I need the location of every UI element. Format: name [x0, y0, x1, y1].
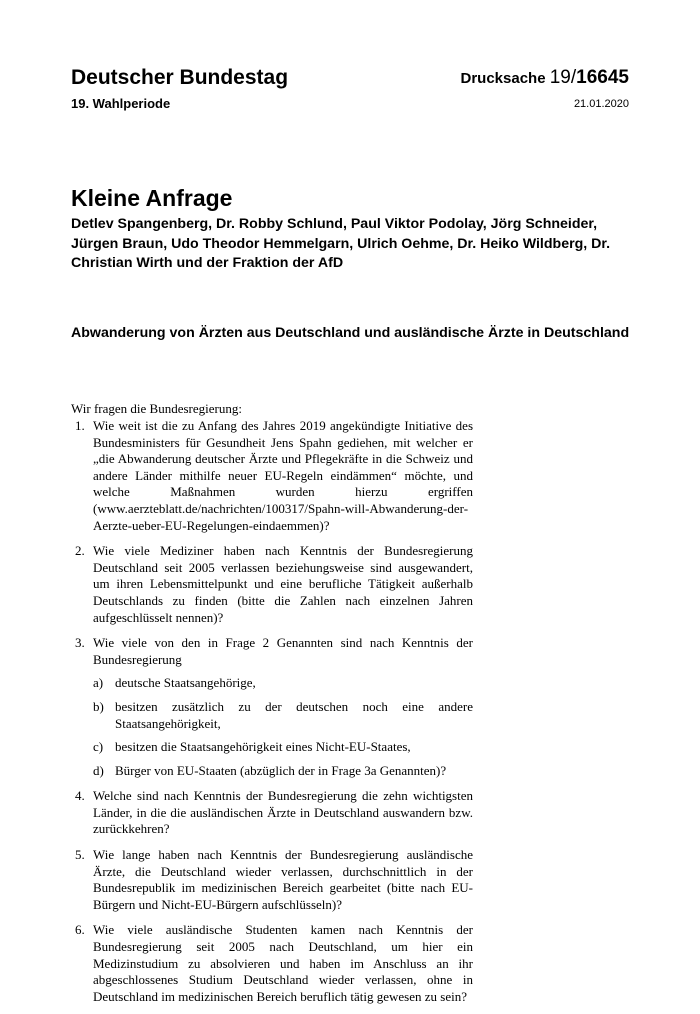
subquestion-item [93, 739, 473, 756]
question-item [71, 847, 473, 913]
question-item [71, 418, 473, 534]
subquestion-item [93, 675, 473, 692]
question-number: 3. [75, 635, 85, 651]
question-number: 5. [75, 847, 85, 863]
subquestion-list [93, 675, 473, 779]
subquestion-letter: a) [93, 675, 104, 691]
document-type: Kleine Anfrage [71, 185, 233, 211]
legislative-period: 19. Wahlperiode [71, 96, 171, 111]
organization-title: Deutscher Bundestag [71, 66, 289, 89]
drucksache-number: 16645 [576, 67, 629, 88]
question-text: Wie viele von den in Frage 2 Genannten sind nach Kenntnis der Bundesregierung [93, 635, 473, 667]
subquestion-letter: d) [93, 762, 104, 778]
question-text: Wie viele Mediziner haben nach Kenntnis der Bundesregierung Deutschland seit 2005 verlassen beziehungsweise sind ausgewandert, um ihren Lebensmittelpunkt und eine berufliche Tätigkeit außerhalb Deutschlands zu finden (bitte die Zahlen nach einzelnen Jahren aufgeschlüsselt nennen)? [93, 543, 473, 625]
subject-title: Abwanderung von Ärzten aus Deutschland und ausländische Ärzte in Deutschland [71, 325, 630, 341]
subquestion-text: besitzen die Staatsangehörigkeit eines Nicht-EU-Staates, [115, 739, 411, 755]
question-number: 2. [75, 543, 85, 559]
document-date: 21.01.2020 [573, 98, 629, 110]
question-number: 6. [75, 922, 85, 938]
drucksache-period: 19/ [549, 67, 577, 88]
subquestion-text: Bürger von EU-Staaten (abzüglich der in Frage 3a Genannten)? [115, 762, 447, 778]
drucksache-line [461, 67, 630, 90]
subquestion-text: deutsche Staatsangehörige, [115, 675, 256, 691]
intro-text: Wir fragen die Bundesregierung: [71, 401, 242, 416]
drucksache-label: Drucksache [460, 70, 546, 87]
authors: Detlev Spangenberg, Dr. Robby Schlund, Paul Viktor Podolay, Jörg Schneider, Jürgen Braun, Udo Theodor Hemmelgarn, Ulrich Oehme, Dr. Heiko Wildberg, Dr. Christian Wirth und der Fraktion der AfD [71, 216, 611, 271]
question-item [71, 635, 473, 779]
question-item [71, 543, 473, 626]
question-text: Wie viele ausländische Studenten kamen nach Kenntnis der Bundesregierung seit 2005 nach Deutschland, um hier ein Medizinstudium zu absolvieren und haben im Anschluss an ihr abgeschlossenes Studium Deutschland wieder verlassen, ohne in Deutschland im medizinischen Bereich beruflich tätig gewesen zu sein? [93, 922, 473, 1004]
subquestion-text: besitzen zusätzlich zu der deutschen noch eine andere Staatsangehörigkeit, [115, 698, 473, 731]
question-list [71, 418, 473, 1014]
header-right [461, 67, 630, 110]
question-number: 1. [75, 418, 85, 433]
header-left [71, 66, 288, 111]
question-text: Wie lange haben nach Kenntnis der Bundesregierung ausländische Ärzte, die Deutschland wieder verlassen, durchschnittlich in der Bundesrepublik im medizinischen Bereich gearbeitet (bitte nach EU-Bürgern und Nicht-EU-Bürgern aufschlüsseln)? [93, 847, 473, 912]
subquestion-item [93, 763, 473, 780]
question-text: Wie weit ist die zu Anfang des Jahres 2019 angekündigte Initiative des Bundesministers für Gesundheit Jens Spahn gediehen, mit welcher er „die Abwanderung deutscher Ärzte und Pflegekräfte in die Schweiz und andere Länder mithilfe neuer EU-Regeln eindämmen“ möchte, und welche Maßnahmen wurden hierzu ergriffen (www.aerzteblatt.de/nachrichten/100317/Spahn-will-Abwanderung-der-Aerzte-ueber-EU-Regelungen-eindaemmen)? [93, 418, 473, 533]
question-item [71, 922, 473, 1005]
subquestion-item [93, 699, 473, 732]
question-text: Welche sind nach Kenntnis der Bundesregierung die zehn wichtigsten Länder, in die die ausländischen Ärzte in Deutschland auswandern bzw. zurückkehren? [93, 788, 473, 837]
subquestion-letter: c) [93, 739, 104, 755]
subquestion-letter: b) [93, 698, 104, 714]
question-item [71, 788, 473, 838]
question-number: 4. [75, 788, 85, 804]
